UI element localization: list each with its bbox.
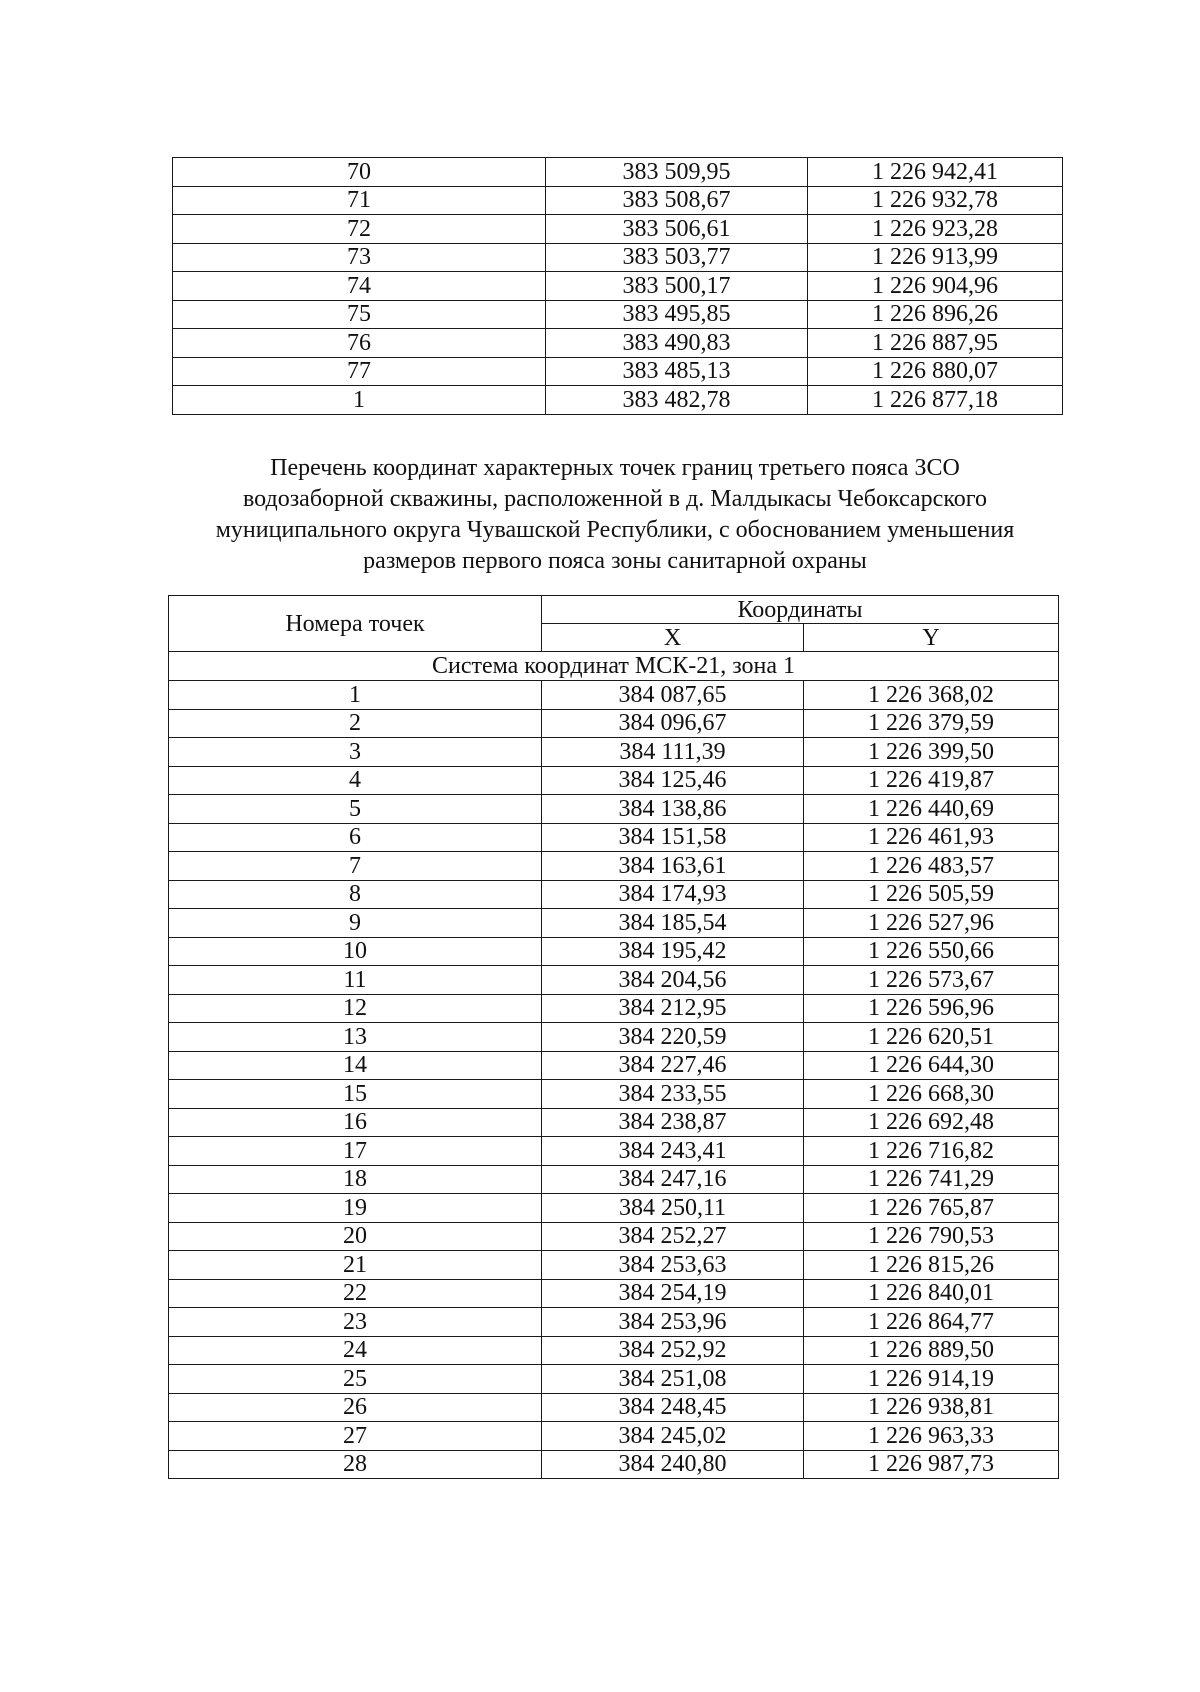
x-coordinate-cell: 384 252,27 xyxy=(542,1222,804,1251)
point-number-cell: 18 xyxy=(169,1165,542,1194)
x-coordinate-cell: 383 482,78 xyxy=(546,386,808,415)
y-coordinate-cell: 1 226 620,51 xyxy=(804,1023,1059,1052)
coordinate-system-label: Система координат МСК-21, зона 1 xyxy=(169,652,1059,681)
x-coordinate-cell: 384 253,63 xyxy=(542,1251,804,1280)
table-row xyxy=(173,300,1063,329)
table-row xyxy=(173,186,1063,215)
y-coordinate-cell: 1 226 461,93 xyxy=(804,823,1059,852)
heading-line: размеров первого пояса зоны санитарной охраны xyxy=(363,548,867,574)
y-coordinate-cell: 1 226 904,96 xyxy=(808,272,1063,301)
point-number-cell: 15 xyxy=(169,1080,542,1109)
point-number-cell: 1 xyxy=(173,386,546,415)
y-coordinate-cell: 1 226 790,53 xyxy=(804,1222,1059,1251)
x-coordinate-cell: 383 508,67 xyxy=(546,186,808,215)
x-coordinate-cell: 384 096,67 xyxy=(542,709,804,738)
y-coordinate-cell: 1 226 527,96 xyxy=(804,909,1059,938)
y-coordinate-cell: 1 226 692,48 xyxy=(804,1108,1059,1137)
point-number-cell: 24 xyxy=(169,1336,542,1365)
table-row xyxy=(169,1422,1059,1451)
point-number-cell: 20 xyxy=(169,1222,542,1251)
table-row xyxy=(169,1365,1059,1394)
y-coordinate-cell: 1 226 483,57 xyxy=(804,852,1059,881)
table-row xyxy=(173,158,1063,187)
table-body xyxy=(173,158,1063,415)
x-coordinate-cell: 384 243,41 xyxy=(542,1137,804,1166)
y-coordinate-cell: 1 226 440,69 xyxy=(804,795,1059,824)
y-coordinate-cell: 1 226 938,81 xyxy=(804,1393,1059,1422)
y-coordinate-cell: 1 226 913,99 xyxy=(808,243,1063,272)
x-coordinate-cell: 384 254,19 xyxy=(542,1279,804,1308)
heading-line: Перечень координат характерных точек границ третьего пояса ЗСО xyxy=(270,455,960,481)
system-row xyxy=(169,652,1059,681)
y-coordinate-cell: 1 226 864,77 xyxy=(804,1308,1059,1337)
y-coordinate-cell: 1 226 644,30 xyxy=(804,1051,1059,1080)
x-coordinate-cell: 383 485,13 xyxy=(546,357,808,386)
point-number-cell: 8 xyxy=(169,880,542,909)
x-coordinate-cell: 384 204,56 xyxy=(542,966,804,995)
x-coordinate-cell: 384 195,42 xyxy=(542,937,804,966)
table-row xyxy=(169,880,1059,909)
table-header xyxy=(169,596,1059,652)
y-coordinate-cell: 1 226 815,26 xyxy=(804,1251,1059,1280)
y-coordinate-cell: 1 226 741,29 xyxy=(804,1165,1059,1194)
table-row xyxy=(169,1194,1059,1223)
y-coordinate-cell: 1 226 716,82 xyxy=(804,1137,1059,1166)
x-coordinate-cell: 384 248,45 xyxy=(542,1393,804,1422)
point-number-cell: 5 xyxy=(169,795,542,824)
x-coordinate-cell: 384 174,93 xyxy=(542,880,804,909)
x-coordinate-cell: 384 185,54 xyxy=(542,909,804,938)
coordinates-table-continued xyxy=(172,157,1063,415)
table-row xyxy=(169,1450,1059,1479)
table-row xyxy=(173,215,1063,244)
table-row xyxy=(169,937,1059,966)
x-coordinate-cell: 384 138,86 xyxy=(542,795,804,824)
x-coordinate-cell: 384 227,46 xyxy=(542,1051,804,1080)
table-row xyxy=(173,357,1063,386)
y-coordinate-cell: 1 226 668,30 xyxy=(804,1080,1059,1109)
point-number-cell: 22 xyxy=(169,1279,542,1308)
y-coordinate-cell: 1 226 942,41 xyxy=(808,158,1063,187)
y-coordinate-cell: 1 226 877,18 xyxy=(808,386,1063,415)
point-number-cell: 26 xyxy=(169,1393,542,1422)
header-row xyxy=(169,596,1059,624)
point-number-cell: 23 xyxy=(169,1308,542,1337)
table-row xyxy=(173,272,1063,301)
header-point-numbers: Номера точек xyxy=(169,596,542,652)
table-row xyxy=(169,1336,1059,1365)
table-row xyxy=(169,1251,1059,1280)
table-row xyxy=(169,795,1059,824)
point-number-cell: 10 xyxy=(169,937,542,966)
header-x: X xyxy=(542,624,804,652)
table-row xyxy=(169,738,1059,767)
point-number-cell: 28 xyxy=(169,1450,542,1479)
point-number-cell: 27 xyxy=(169,1422,542,1451)
point-number-cell: 70 xyxy=(173,158,546,187)
y-coordinate-cell: 1 226 765,87 xyxy=(804,1194,1059,1223)
x-coordinate-cell: 384 240,80 xyxy=(542,1450,804,1479)
table-row xyxy=(169,1308,1059,1337)
point-number-cell: 12 xyxy=(169,994,542,1023)
point-number-cell: 1 xyxy=(169,681,542,710)
y-coordinate-cell: 1 226 379,59 xyxy=(804,709,1059,738)
table-row xyxy=(169,1080,1059,1109)
point-number-cell: 21 xyxy=(169,1251,542,1280)
table-row xyxy=(169,966,1059,995)
y-coordinate-cell: 1 226 550,66 xyxy=(804,937,1059,966)
point-number-cell: 19 xyxy=(169,1194,542,1223)
x-coordinate-cell: 384 087,65 xyxy=(542,681,804,710)
x-coordinate-cell: 384 163,61 xyxy=(542,852,804,881)
table-row xyxy=(173,329,1063,358)
x-coordinate-cell: 384 212,95 xyxy=(542,994,804,1023)
x-coordinate-cell: 383 500,17 xyxy=(546,272,808,301)
x-coordinate-cell: 384 253,96 xyxy=(542,1308,804,1337)
table-row xyxy=(169,823,1059,852)
x-coordinate-cell: 383 503,77 xyxy=(546,243,808,272)
coordinates-table xyxy=(168,595,1059,1479)
point-number-cell: 11 xyxy=(169,966,542,995)
y-coordinate-cell: 1 226 963,33 xyxy=(804,1422,1059,1451)
table-row xyxy=(169,766,1059,795)
header-coordinates: Координаты xyxy=(542,596,1059,624)
table-row xyxy=(169,709,1059,738)
point-number-cell: 4 xyxy=(169,766,542,795)
table-row xyxy=(169,1023,1059,1052)
point-number-cell: 6 xyxy=(169,823,542,852)
y-coordinate-cell: 1 226 914,19 xyxy=(804,1365,1059,1394)
point-number-cell: 3 xyxy=(169,738,542,767)
section-heading xyxy=(150,453,1080,577)
point-number-cell: 76 xyxy=(173,329,546,358)
header-y: Y xyxy=(804,624,1059,652)
heading-line: водозаборной скважины, расположенной в д. Малдыкасы Чебоксарского xyxy=(243,486,987,512)
y-coordinate-cell: 1 226 987,73 xyxy=(804,1450,1059,1479)
x-coordinate-cell: 383 495,85 xyxy=(546,300,808,329)
y-coordinate-cell: 1 226 889,50 xyxy=(804,1336,1059,1365)
point-number-cell: 14 xyxy=(169,1051,542,1080)
x-coordinate-cell: 384 247,16 xyxy=(542,1165,804,1194)
y-coordinate-cell: 1 226 399,50 xyxy=(804,738,1059,767)
x-coordinate-cell: 384 125,46 xyxy=(542,766,804,795)
table-row xyxy=(173,386,1063,415)
x-coordinate-cell: 384 111,39 xyxy=(542,738,804,767)
x-coordinate-cell: 384 245,02 xyxy=(542,1422,804,1451)
table-row xyxy=(173,243,1063,272)
point-number-cell: 13 xyxy=(169,1023,542,1052)
x-coordinate-cell: 384 151,58 xyxy=(542,823,804,852)
x-coordinate-cell: 384 233,55 xyxy=(542,1080,804,1109)
table-row xyxy=(169,994,1059,1023)
table-row xyxy=(169,1051,1059,1080)
y-coordinate-cell: 1 226 887,95 xyxy=(808,329,1063,358)
table-row xyxy=(169,852,1059,881)
point-number-cell: 74 xyxy=(173,272,546,301)
table-row xyxy=(169,681,1059,710)
table-row xyxy=(169,1137,1059,1166)
y-coordinate-cell: 1 226 896,26 xyxy=(808,300,1063,329)
point-number-cell: 17 xyxy=(169,1137,542,1166)
x-coordinate-cell: 383 490,83 xyxy=(546,329,808,358)
x-coordinate-cell: 384 251,08 xyxy=(542,1365,804,1394)
x-coordinate-cell: 384 250,11 xyxy=(542,1194,804,1223)
table-row xyxy=(169,1279,1059,1308)
table-row xyxy=(169,1222,1059,1251)
y-coordinate-cell: 1 226 880,07 xyxy=(808,357,1063,386)
y-coordinate-cell: 1 226 840,01 xyxy=(804,1279,1059,1308)
point-number-cell: 72 xyxy=(173,215,546,244)
y-coordinate-cell: 1 226 596,96 xyxy=(804,994,1059,1023)
y-coordinate-cell: 1 226 573,67 xyxy=(804,966,1059,995)
x-coordinate-cell: 383 506,61 xyxy=(546,215,808,244)
table-row xyxy=(169,909,1059,938)
point-number-cell: 7 xyxy=(169,852,542,881)
point-number-cell: 25 xyxy=(169,1365,542,1394)
table-body xyxy=(169,652,1059,1479)
x-coordinate-cell: 384 220,59 xyxy=(542,1023,804,1052)
point-number-cell: 9 xyxy=(169,909,542,938)
heading-line: муниципального округа Чувашской Республики, с обоснованием уменьшения xyxy=(215,517,1015,543)
point-number-cell: 77 xyxy=(173,357,546,386)
y-coordinate-cell: 1 226 505,59 xyxy=(804,880,1059,909)
x-coordinate-cell: 384 238,87 xyxy=(542,1108,804,1137)
point-number-cell: 73 xyxy=(173,243,546,272)
point-number-cell: 75 xyxy=(173,300,546,329)
y-coordinate-cell: 1 226 419,87 xyxy=(804,766,1059,795)
x-coordinate-cell: 383 509,95 xyxy=(546,158,808,187)
point-number-cell: 16 xyxy=(169,1108,542,1137)
y-coordinate-cell: 1 226 932,78 xyxy=(808,186,1063,215)
table-row xyxy=(169,1165,1059,1194)
table-row xyxy=(169,1108,1059,1137)
y-coordinate-cell: 1 226 923,28 xyxy=(808,215,1063,244)
point-number-cell: 71 xyxy=(173,186,546,215)
point-number-cell: 2 xyxy=(169,709,542,738)
table-row xyxy=(169,1393,1059,1422)
y-coordinate-cell: 1 226 368,02 xyxy=(804,681,1059,710)
x-coordinate-cell: 384 252,92 xyxy=(542,1336,804,1365)
